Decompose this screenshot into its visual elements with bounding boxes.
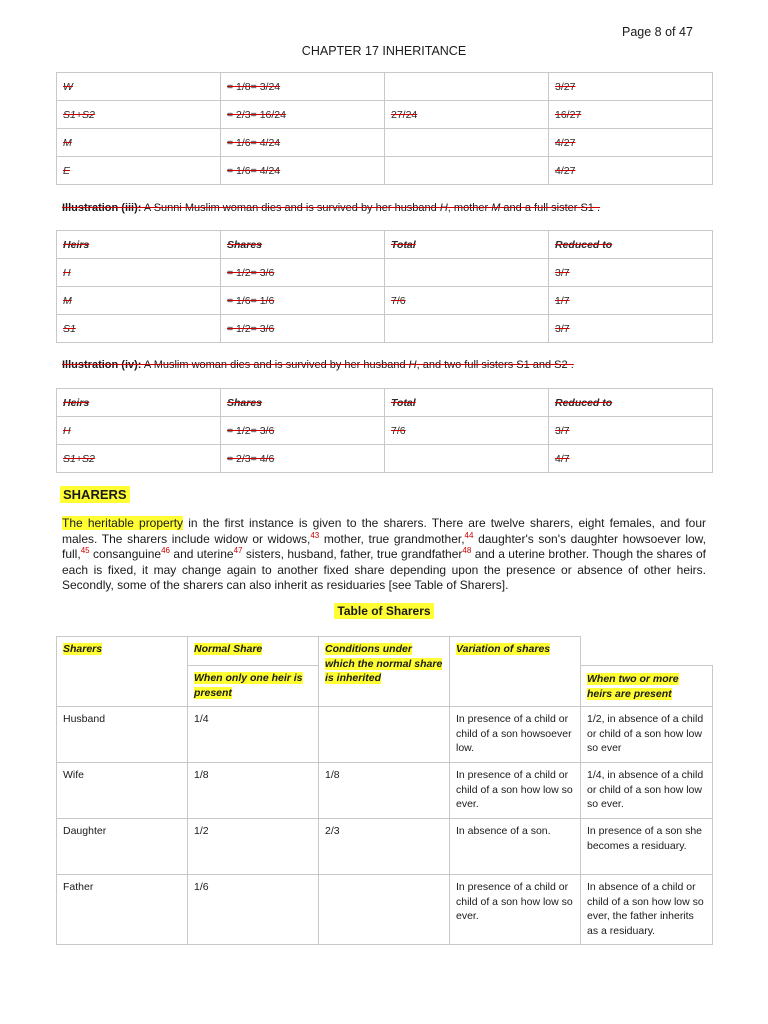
table-cell [319, 875, 450, 945]
illustration-iii [62, 202, 600, 214]
table-cell: = 2/3= 4/6 [221, 445, 385, 473]
table-cell: 3/27 [549, 73, 713, 101]
table-cell: In presence of a child or child of a son how low so ever. [450, 763, 581, 819]
header-text: Variation of shares [456, 643, 551, 655]
highlighted-text: The heritable property [62, 516, 184, 530]
column-header: Reduced to [549, 231, 713, 259]
table-cell: 7/6 [385, 287, 549, 315]
illustration-text: A Sunni Muslim woman dies and is survived by her husband [141, 202, 440, 214]
heir-symbol: H [408, 359, 417, 371]
illustration-iv [62, 359, 574, 371]
table-cell [385, 157, 549, 185]
footnote-ref[interactable]: 47 [233, 546, 243, 555]
table-cell [385, 129, 549, 157]
heir-symbol: M [491, 202, 501, 214]
chapter-title: CHAPTER 17 INHERITANCE [301, 44, 467, 58]
column-header: Heirs [57, 389, 221, 417]
table-cell: 1/6 [188, 875, 319, 945]
table-distribution-1 [56, 72, 713, 185]
table-row [57, 73, 713, 101]
column-header: Total [385, 231, 549, 259]
footnote-ref[interactable]: 44 [464, 530, 474, 540]
column-header [450, 637, 581, 707]
table-cell: 4/7 [549, 445, 713, 473]
footnote-ref[interactable]: 48 [462, 546, 472, 555]
table-cell: 2/3 [319, 819, 450, 875]
table-cell: Daughter [57, 819, 188, 875]
table-title-text: Table of Sharers [334, 603, 433, 619]
table-cell: 27/24 [385, 101, 549, 129]
table-row [57, 287, 713, 315]
table-row [57, 819, 713, 875]
column-header: Reduced to [549, 389, 713, 417]
table-cell: = 1/6= 4/24 [221, 129, 385, 157]
table-cell: 4/27 [549, 129, 713, 157]
table-cell: M [57, 129, 221, 157]
table-cell: H [57, 259, 221, 287]
table-header-row [57, 389, 713, 417]
table-cell: 1/2, in absence of a child or child of a son how low so ever [581, 707, 713, 763]
paragraph-text: mother, true grandmother, [319, 531, 465, 546]
table-cell: 3/7 [549, 259, 713, 287]
table-cell: 1/7 [549, 287, 713, 315]
table-header-row [57, 231, 713, 259]
header-text: When two or more heirs are present [587, 673, 679, 700]
table-cell: In presence of a son she becomes a residuary. [581, 819, 713, 875]
column-header [319, 637, 450, 707]
table-row [57, 315, 713, 343]
table-row [57, 259, 713, 287]
table-cell: 1/8 [319, 763, 450, 819]
table-cell [385, 445, 549, 473]
table-cell: 3/7 [549, 417, 713, 445]
column-header: Shares [221, 231, 385, 259]
table-cell: W [57, 73, 221, 101]
table-row [57, 875, 713, 945]
header-text: When only one heir is present [194, 672, 303, 699]
table-cell: = 1/2= 3/6 [221, 259, 385, 287]
table-cell: S1+S2 [57, 101, 221, 129]
header-text: Sharers [63, 643, 103, 655]
table-row [57, 763, 713, 819]
table-cell: = 1/2= 3/6 [221, 315, 385, 343]
table-cell: = 1/6= 4/24 [221, 157, 385, 185]
header-text: Normal Share [194, 643, 263, 655]
footnote-ref[interactable]: 46 [161, 546, 170, 555]
table-cell [385, 259, 549, 287]
table-cell: Husband [57, 707, 188, 763]
footnote-ref[interactable]: 45 [80, 546, 90, 555]
footnote-ref[interactable]: 43 [310, 530, 320, 540]
column-header: Heirs [57, 231, 221, 259]
column-header: Total [385, 389, 549, 417]
paragraph-text: sisters, husband, father, true grandfather [242, 547, 463, 561]
table-row [57, 707, 713, 763]
column-header [581, 666, 713, 707]
column-header [188, 666, 319, 707]
column-header: Shares [221, 389, 385, 417]
table-illustration-iii [56, 230, 713, 343]
table-cell [319, 707, 450, 763]
table-row [57, 101, 713, 129]
table-of-sharers [56, 636, 713, 945]
illustration-text: A Muslim woman dies and is survived by her husband [141, 359, 409, 371]
table-row [57, 157, 713, 185]
empty-cell [581, 637, 713, 666]
table-cell: 1/4 [188, 707, 319, 763]
table-row [57, 129, 713, 157]
table-cell: 1/2 [188, 819, 319, 875]
sharers-paragraph [62, 516, 706, 594]
paragraph-text: and uterine [169, 547, 234, 561]
illustration-text: , and two full sisters S1 and S2 . [416, 359, 574, 371]
table-cell: Wife [57, 763, 188, 819]
column-header [57, 637, 188, 707]
table-row [57, 417, 713, 445]
table-cell: = 1/2= 3/6 [221, 417, 385, 445]
column-header [188, 637, 319, 666]
table-cell: = 1/6= 1/6 [221, 287, 385, 315]
table-cell: In absence of a child or child of a son how low so ever, the father inherits as a residuary. [581, 875, 713, 945]
illustration-text: and a full sister S1 . [500, 202, 601, 214]
table-title [0, 604, 768, 618]
table-cell: In absence of a son. [450, 819, 581, 875]
table-cell: E [57, 157, 221, 185]
table-header-row [57, 637, 713, 666]
table-cell: In presence of a child or child of a son how low so ever. [450, 875, 581, 945]
paragraph-text: consanguine [89, 547, 162, 561]
paragraph-text: in the first instance is given to the sharers. There are twelve sharers, eight females, and four males. The sharers include widow or widows, [62, 516, 706, 546]
table-cell: 7/6 [385, 417, 549, 445]
table-cell: H [57, 417, 221, 445]
table-cell: = 1/8= 3/24 [221, 73, 385, 101]
section-heading-sharers: SHARERS [60, 486, 130, 503]
table-cell [385, 73, 549, 101]
table-cell [385, 315, 549, 343]
page-number: Page 8 of 47 [622, 25, 693, 39]
table-cell: M [57, 287, 221, 315]
table-cell: = 2/3= 16/24 [221, 101, 385, 129]
table-cell: 1/4, in absence of a child or child of a son how low so ever. [581, 763, 713, 819]
illustration-text: , mother [447, 202, 492, 214]
table-row [57, 445, 713, 473]
illustration-label: Illustration (iii): [62, 202, 142, 214]
heir-symbol: H [439, 202, 448, 214]
table-cell: In presence of a child or child of a son howsoever low. [450, 707, 581, 763]
paragraph-text: and a uterine brother. Though the shares of each is fixed, it may change again to another fixed share depending upon the presence or absence of other heirs. Secondly, some of the sharers can also inherit as residuaries [see Table of Sharers]. [62, 547, 706, 592]
illustration-label: Illustration (iv): [62, 359, 142, 371]
table-illustration-iv [56, 388, 713, 473]
table-cell: 4/27 [549, 157, 713, 185]
table-cell: 3/7 [549, 315, 713, 343]
header-text: Conditions under which the normal share is inherited [325, 643, 443, 684]
table-cell: S1 [57, 315, 221, 343]
table-cell: Father [57, 875, 188, 945]
table-cell: S1+S2 [57, 445, 221, 473]
paragraph-text: daughter's son's daughter howsoever low, full, [62, 531, 706, 561]
table-cell: 1/8 [188, 763, 319, 819]
table-cell: 16/27 [549, 101, 713, 129]
